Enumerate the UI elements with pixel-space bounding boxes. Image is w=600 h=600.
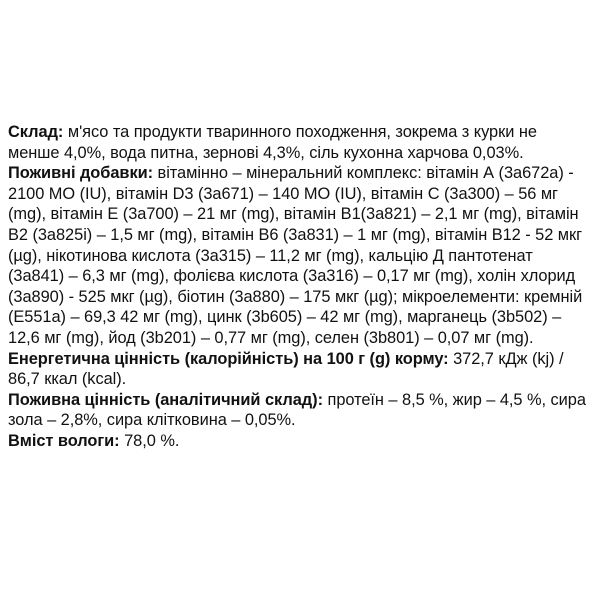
- nutrition-text: протеїн – 8,5 %, жир – 4,5 %, сира зола – 2,8%, сира клітковина – 0,05%.: [8, 390, 586, 430]
- composition-text: м'ясо та продукти тваринного походження, зокрема з курки не менше 4,0%, вода питна, зернові 4,3%, сіль кухонна харчова 0,03%.: [8, 123, 537, 162]
- nutrition-label: Поживна цінність (аналітичний склад):: [8, 390, 323, 409]
- energy-paragraph: [8, 349, 592, 390]
- composition-label: Склад:: [8, 123, 64, 141]
- additives-label: Поживні добавки:: [8, 164, 154, 183]
- moisture-paragraph: [8, 431, 592, 452]
- energy-label: Енергетична цінність (калорійність) на 100 г (g) корму:: [8, 349, 449, 368]
- energy-text: 372,7 кДж (kj) / 86,7 ккал (kcal).: [8, 349, 564, 389]
- nutrition-paragraph: [8, 390, 592, 431]
- moisture-text: 78,0 %.: [119, 431, 180, 450]
- product-label-text: [8, 122, 592, 452]
- additives-paragraph: [8, 163, 592, 348]
- composition-paragraph: [8, 122, 592, 163]
- additives-text: вітамінно – мінеральний комплекс: вітамін А (3а672а) - 2100 МО (IU), вітамін D3 (3а671) – 140 МО (IU), вітамін С (3а300) – 56 мг (mg), вітамін Е (3а700) – 21 мг (mg), вітамін В1(3а821) – 2,1 мг (mg), вітамін В2 (3а825і) – 1,5 мг (mg), вітамін В6 (3а831) – 1 мг (mg), вітамін В12 - 52 мкг (µg), нікотинова кислота (3а315) – 11,2 мг (mg), кальцію Д пантотенат (3а841) – 6,3 мг (mg), фолієва кислота (3а316) – 0,17 мг (mg), холін хлорид (3а890) - 525 мкг (µg), біотин (3а880) – 175 мкг (µg); мікроелементи: кремній (E551а) – 69,3 42 мг (mg), цинк (3b605) – 42 мг (mg), марганець (3b502) – 12,6 мг (mg), йод (3b201) – 0,77 мг (mg), селен (3b801) – 0,07 мг (mg).: [8, 164, 583, 347]
- moisture-label: Вміст вологи:: [8, 431, 120, 450]
